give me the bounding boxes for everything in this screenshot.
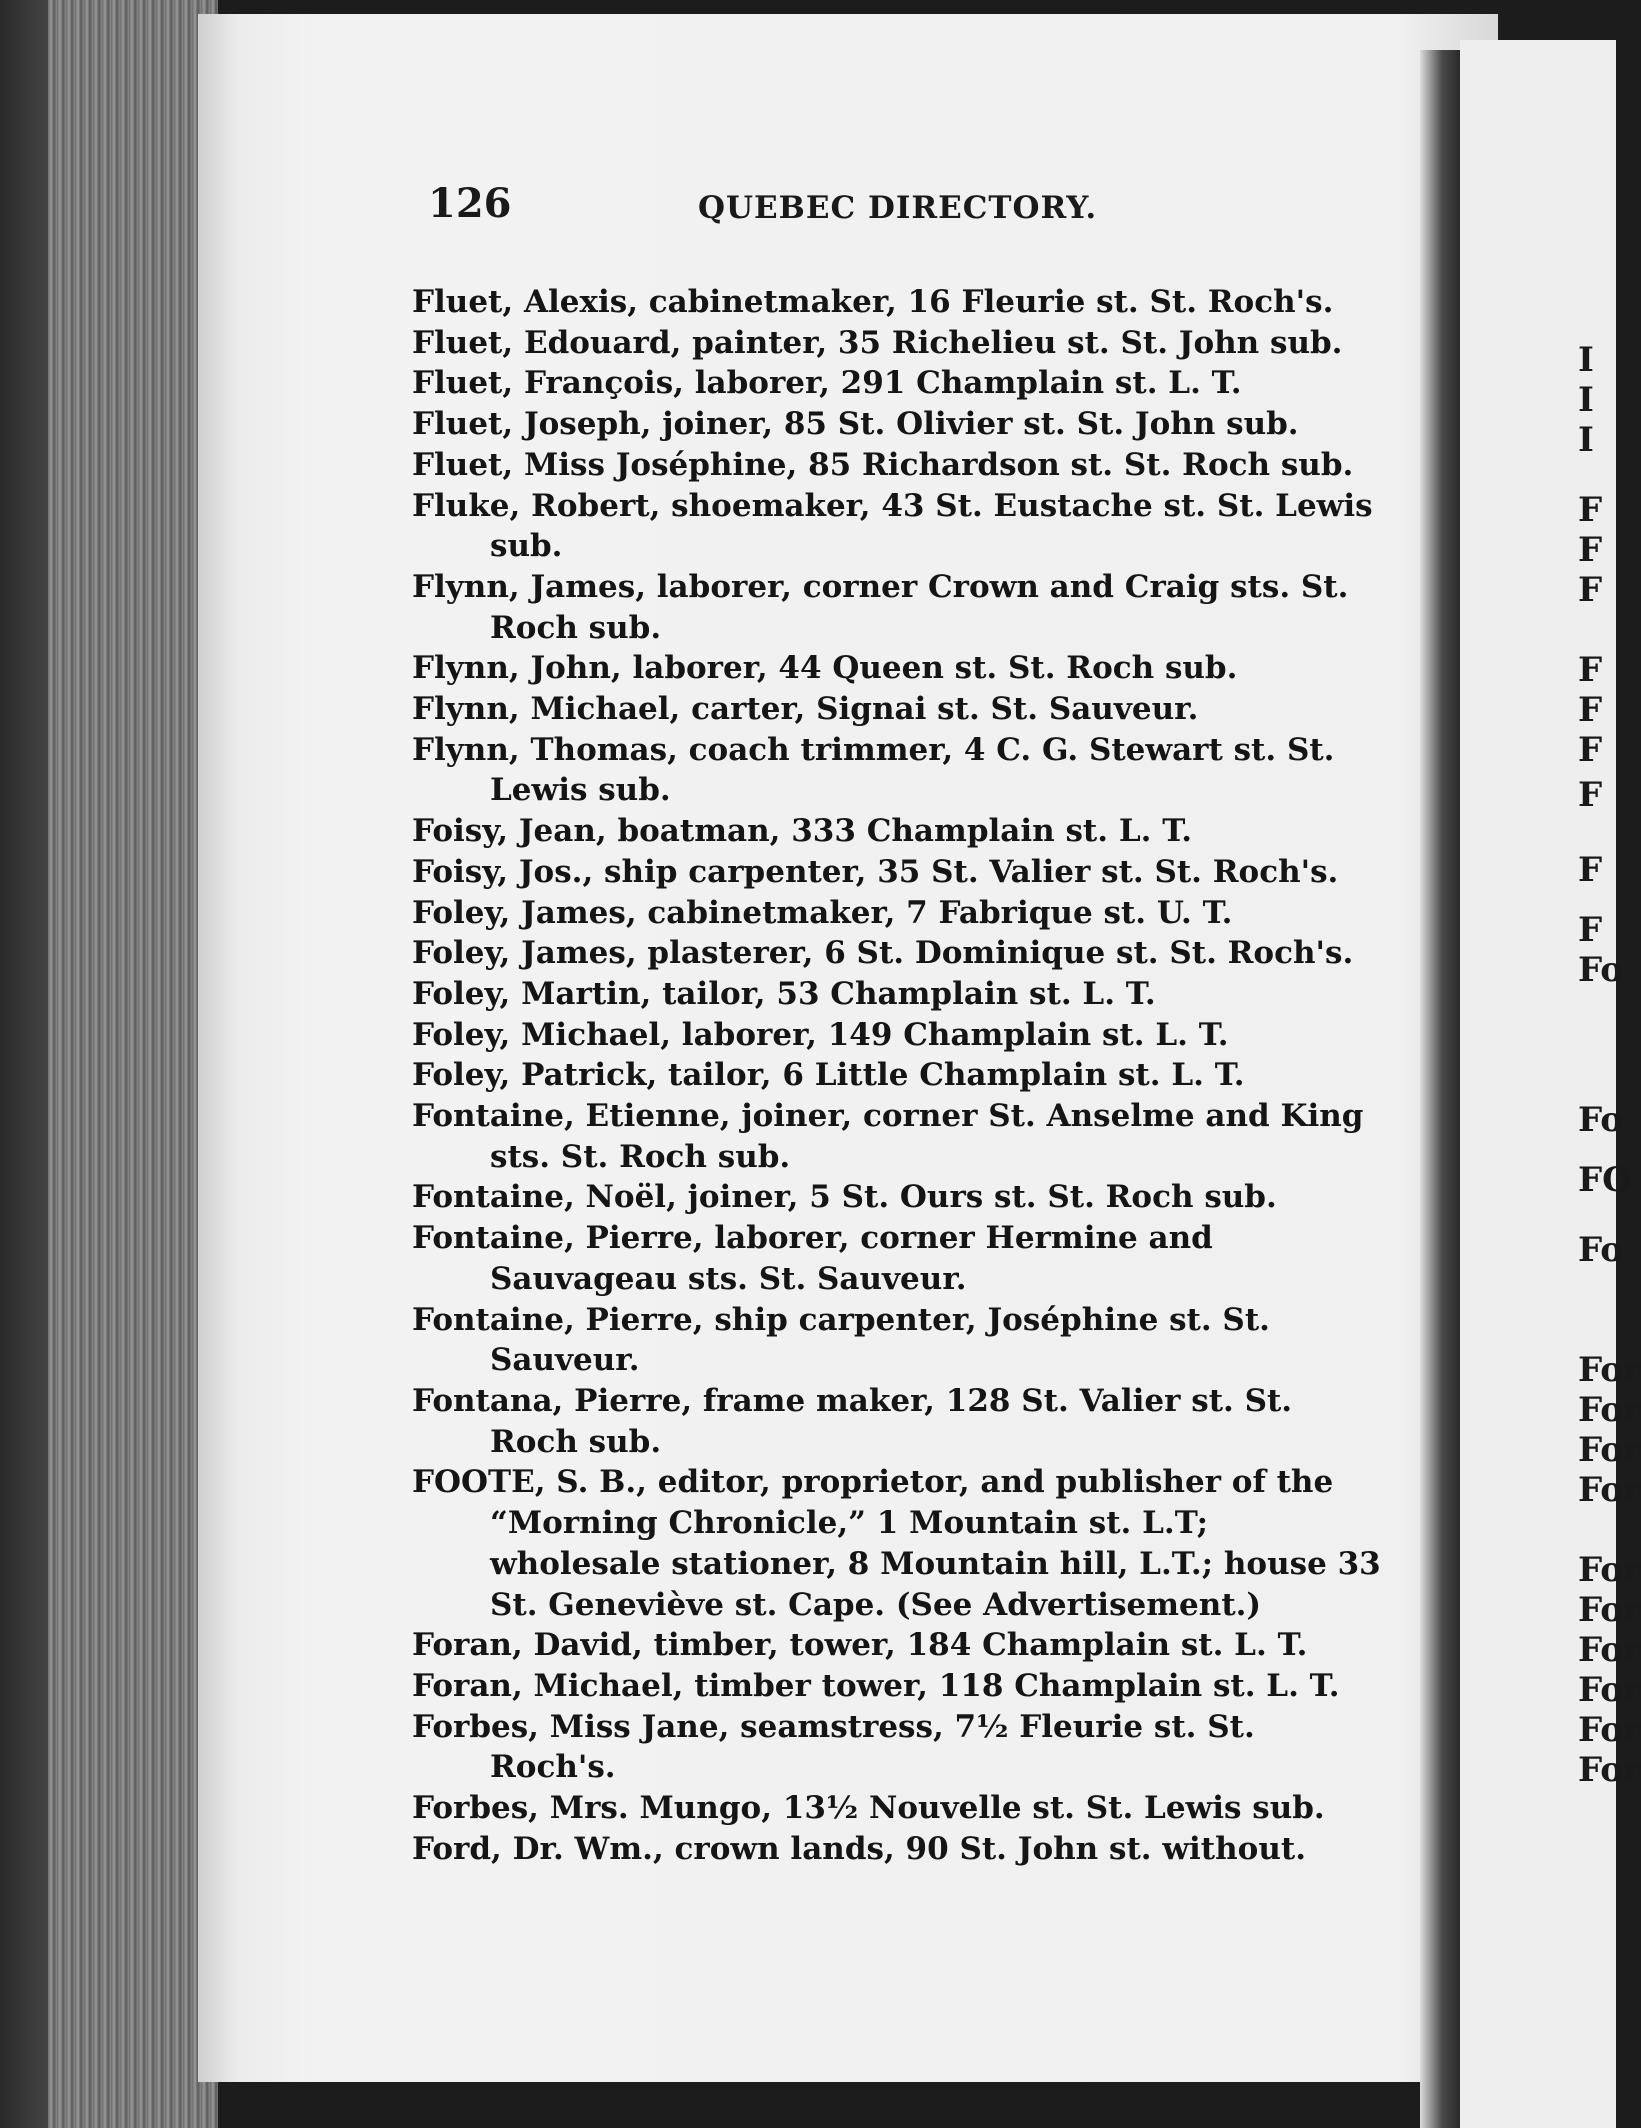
directory-entry: Fluet, François, laborer, 291 Champlain st. L. T. [412,365,1242,402]
directory-entry: FOOTE, S. B., editor, proprietor, and publisher of the “Morning Chronicle,” 1 Mountain st. L.T; wholesale stationer, 8 Mountain hill, L.T.; house 33 St. Geneviève st. Cape. (See Advertisement.) [412,1464,1381,1623]
directory-entry: Foisy, Jos., ship carpenter, 35 St. Valier st. St. Roch's. [412,853,1339,890]
directory-entry: Fluke, Robert, shoemaker, 43 St. Eustache st. St. Lewis sub. [412,487,1373,565]
directory-entry: Foran, Michael, timber tower, 118 Champlain st. L. T. [412,1667,1340,1704]
facing-page-fragment: For [1578,1470,1641,1510]
directory-entry: Foley, Martin, tailor, 53 Champlain st. L. T. [412,975,1156,1012]
directory-entry: Flynn, Thomas, coach trimmer, 4 C. G. Stewart st. St. Lewis sub. [412,731,1335,809]
directory-entry: Fontaine, Pierre, laborer, corner Hermine and Sauvageau sts. St. Sauveur. [412,1220,1213,1297]
directory-entry: Fluet, Joseph, joiner, 85 St. Olivier st. St. John sub. [412,406,1299,443]
facing-page-fragment: For [1578,1550,1641,1590]
facing-page-fragment: F [1578,730,1603,770]
facing-page-fragment: For [1578,1750,1641,1790]
directory-entry: Flynn, Michael, carter, Signai st. St. Sauveur. [412,691,1199,728]
directory-entry: Fluet, Edouard, painter, 35 Richelieu st. St. John sub. [412,324,1343,361]
facing-page-fragment: For [1578,1350,1641,1390]
facing-page-fragment: FO [1578,1160,1632,1200]
directory-entry: Fontana, Pierre, frame maker, 128 St. Valier st. St. Roch sub. [412,1382,1293,1460]
facing-page-fragment: For [1578,1670,1641,1710]
facing-page-fragment: F [1578,490,1603,530]
book-gutter [1420,50,1460,2128]
facing-page-fragment: For [1578,1630,1641,1670]
facing-page-fragment: I [1578,380,1594,420]
directory-entry: Foran, David, timber, tower, 184 Champlain st. L. T. [412,1627,1308,1664]
running-title: QUEBEC DIRECTORY. [698,190,1098,226]
facing-page-fragment: For [1578,1390,1641,1430]
directory-entry: Flynn, James, laborer, corner Crown and Craig sts. St. Roch sub. [412,568,1349,646]
facing-page-fragment: F [1578,570,1603,610]
facing-page-fragment: Fo [1578,1230,1623,1270]
facing-page-fragment: I [1578,340,1594,380]
facing-page-fragment: For [1578,1590,1641,1630]
facing-page-fragment: I [1578,420,1594,460]
directory-entries [412,282,1384,1869]
page-edges [48,0,218,2128]
directory-entry: Foley, James, cabinetmaker, 7 Fabrique st. U. T. [412,894,1233,931]
facing-page-fragment: Fo [1578,950,1623,990]
facing-page-fragment: F [1578,850,1603,890]
directory-entry: Fontaine, Etienne, joiner, corner St. Anselme and King sts. St. Roch sub. [412,1098,1364,1175]
directory-entry: Forbes, Mrs. Mungo, 13½ Nouvelle st. St. Lewis sub. [412,1790,1325,1827]
directory-entry: Foley, Patrick, tailor, 6 Little Champlain st. L. T. [412,1057,1245,1094]
facing-page-fragment: F [1578,650,1603,690]
facing-page-fragment: F [1578,690,1603,730]
directory-entry: Forbes, Miss Jane, seamstress, 7½ Fleurie st. St. Roch's. [412,1708,1255,1786]
facing-page-fragment: F [1578,910,1603,950]
facing-page-fragment: F [1578,775,1603,815]
directory-entry: Fontaine, Noël, joiner, 5 St. Ours st. St. Roch sub. [412,1179,1277,1216]
page-header [428,180,1428,240]
facing-page-fragment: For [1578,1430,1641,1470]
facing-page-fragment: For [1578,1710,1641,1750]
directory-entry: Foley, James, plasterer, 6 St. Dominique st. St. Roch's. [412,935,1354,972]
directory-entry: Fontaine, Pierre, ship carpenter, Joséphine st. St. Sauveur. [412,1301,1270,1379]
facing-page-fragment: F [1578,530,1603,570]
directory-entry: Flynn, John, laborer, 44 Queen st. St. Roch sub. [412,650,1238,687]
directory-entry: Ford, Dr. Wm., crown lands, 90 St. John st. without. [412,1830,1306,1867]
directory-entry: Foisy, Jean, boatman, 333 Champlain st. L. T. [412,813,1193,850]
facing-page-fragment: Fo [1578,1100,1623,1140]
page-number: 126 [428,180,512,227]
directory-entry: Fluet, Miss Joséphine, 85 Richardson st. St. Roch sub. [412,446,1354,483]
directory-entry: Fluet, Alexis, cabinetmaker, 16 Fleurie st. St. Roch's. [412,284,1334,320]
directory-entry: Foley, Michael, laborer, 149 Champlain st. L. T. [412,1016,1229,1053]
facing-page [1460,40,1641,2128]
